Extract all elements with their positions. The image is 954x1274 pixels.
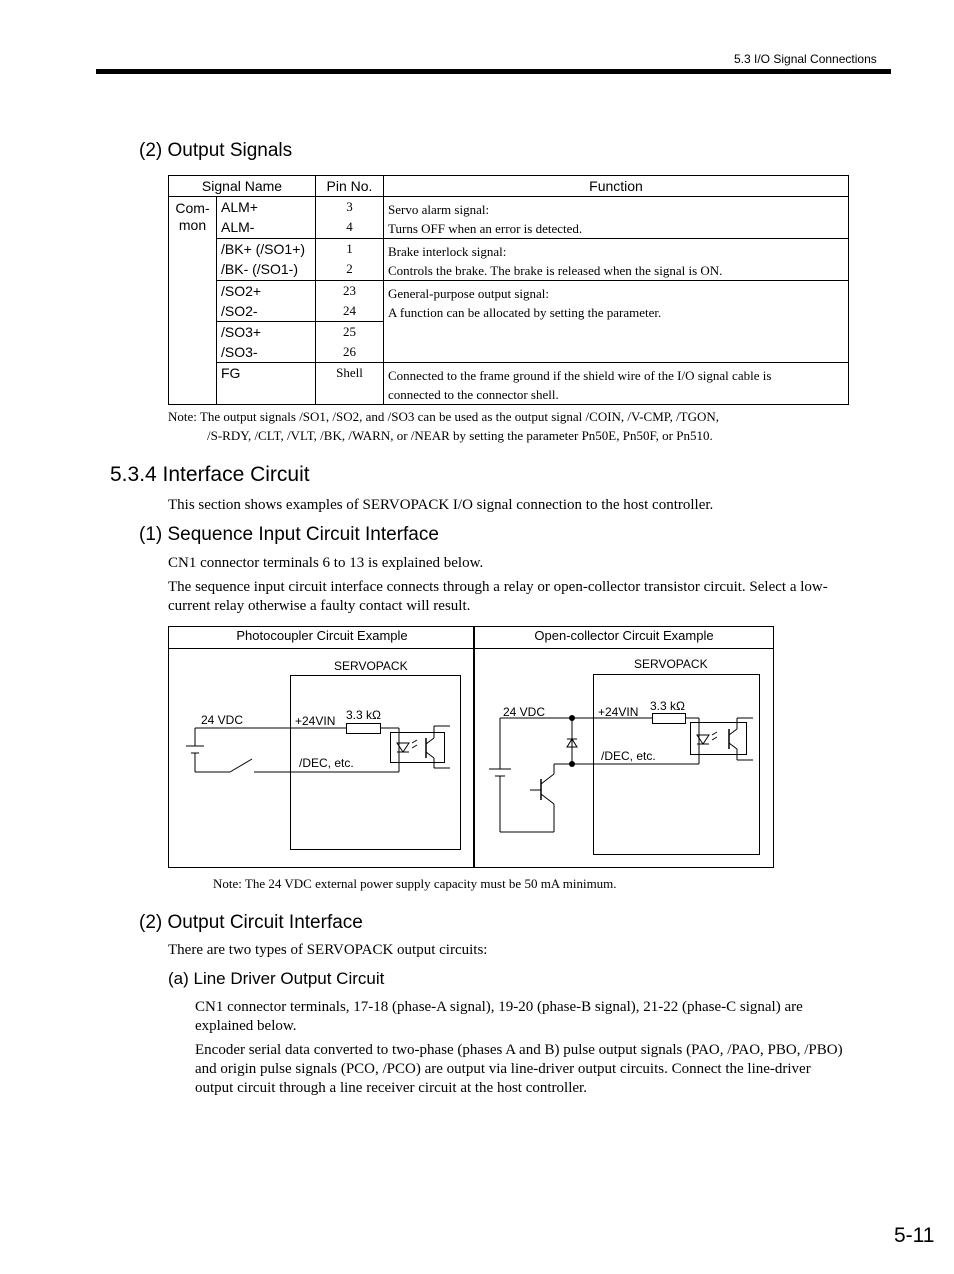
table-row — [169, 363, 849, 405]
seq-input-p2-line2: current relay otherwise a faulty contact will result. — [168, 598, 471, 614]
pin-number: 2 — [346, 261, 353, 276]
servopack-label-left: SERVOPACK — [334, 659, 408, 673]
dec-label-left: /DEC, etc. — [299, 756, 354, 770]
seq-input-p1: CN1 connector terminals 6 to 13 is explained below. — [168, 555, 484, 571]
function-text: Servo alarm signal: — [388, 202, 490, 217]
signal-name: /SO2+ — [221, 283, 262, 299]
signal-name: /BK+ (/SO1+) — [221, 241, 306, 257]
pin-number: 3 — [346, 199, 353, 214]
open-collector-circuit — [489, 675, 760, 855]
output-signals-table — [168, 175, 849, 405]
table-header-row — [169, 176, 849, 197]
signal-name: /SO3- — [221, 344, 258, 360]
function-text: Connected to the frame ground if the shield wire of the I/O signal cable is — [388, 368, 772, 383]
output-circuit-p2-line1: CN1 connector terminals, 17-18 (phase-A signal), 19-20 (phase-B signal), 21-22 (phase-C signal) are — [195, 999, 803, 1015]
table-note-line2: /S-RDY, /CLT, /VLT, /BK, /WARN, or /NEAR by setting the parameter Pn50E, Pn50F, or Pn510. — [207, 428, 713, 443]
page-number: 5-11 — [894, 1224, 935, 1247]
table-row — [169, 239, 849, 281]
resistor-left — [347, 724, 381, 734]
resistor-label-right: 3.3 kΩ — [650, 699, 685, 713]
function-text: Turns OFF when an error is detected. — [388, 221, 583, 236]
group-common: Com- mon — [169, 197, 217, 405]
vin-label-left: +24VIN — [295, 714, 336, 728]
vin-label-right: +24VIN — [598, 705, 639, 719]
figure-note: Note: The 24 VDC external power supply capacity must be 50 mA minimum. — [213, 876, 617, 891]
output-circuit-p1: There are two types of SERVOPACK output circuits: — [168, 942, 488, 958]
col-signal-name: Signal Name — [169, 176, 316, 197]
table-row — [169, 197, 849, 239]
junction-dot — [569, 761, 575, 767]
signal-name: /BK- (/SO1-) — [221, 261, 299, 277]
supply-label-left: 24 VDC — [201, 713, 244, 727]
pin-number: Shell — [336, 365, 363, 380]
pin-number: 4 — [346, 219, 353, 234]
interface-intro: This section shows examples of SERVOPACK I/O signal connection to the host controller. — [168, 497, 714, 513]
pin-number: 25 — [343, 324, 356, 339]
output-signals-heading: (2) Output Signals — [139, 140, 293, 161]
signal-name: ALM+ — [221, 199, 258, 215]
output-circuit-p3-line3: output circuit through a line receiver circuit at the host controller. — [195, 1080, 587, 1096]
right-figure-title: Open-collector Circuit Example — [534, 628, 714, 643]
function-text: Brake interlock signal: — [388, 244, 507, 259]
seq-input-p2-line1: The sequence input circuit interface connects through a relay or open-collector transistor circuit. Select a low- — [168, 579, 828, 595]
output-circuit-p3-line2: and origin pulse signals (PCO, /PCO) are output via line-driver output circuits. Connect the line-driver — [195, 1061, 811, 1077]
seq-input-heading: (1) Sequence Input Circuit Interface — [139, 524, 439, 545]
output-circuit-heading: (2) Output Circuit Interface — [139, 912, 363, 933]
junction-dot — [569, 715, 575, 721]
circuit-figure — [168, 626, 774, 868]
dec-label-right: /DEC, etc. — [601, 749, 656, 763]
servopack-label-right: SERVOPACK — [634, 657, 708, 671]
function-text: connected to the connector shell. — [388, 387, 559, 402]
left-figure-title: Photocoupler Circuit Example — [236, 628, 408, 643]
supply-label-right: 24 VDC — [503, 705, 546, 719]
pin-number: 1 — [346, 241, 353, 256]
resistor-label-left: 3.3 kΩ — [346, 708, 381, 722]
header-rule — [96, 69, 891, 74]
running-header: 5.3 I/O Signal Connections — [734, 52, 877, 66]
function-text: General-purpose output signal: — [388, 286, 550, 301]
signal-name: ALM- — [221, 219, 255, 235]
resistor-right — [653, 714, 686, 724]
signal-name: /SO2- — [221, 303, 258, 319]
signal-name: FG — [221, 365, 241, 381]
col-pin-no: Pin No. — [316, 176, 384, 197]
switch-blade — [230, 759, 252, 772]
line-driver-heading: (a) Line Driver Output Circuit — [168, 969, 385, 988]
table-note-line1: Note: The output signals /SO1, /SO2, and /SO3 can be used as the output signal /COIN, /V-CMP, /TGON, — [168, 409, 720, 424]
output-circuit-p3-line1: Encoder serial data converted to two-phase (phases A and B) pulse output signals (PAO, /PAO, PBO, /PBO) — [195, 1042, 843, 1058]
function-text: Controls the brake. The brake is released when the signal is ON. — [388, 263, 723, 278]
function-text: A function can be allocated by setting the parameter. — [388, 305, 662, 320]
output-circuit-p2-line2: explained below. — [195, 1018, 297, 1034]
pin-number: 26 — [343, 344, 356, 359]
table-row — [169, 281, 849, 322]
col-function: Function — [384, 176, 849, 197]
pin-number: 24 — [343, 303, 356, 318]
interface-circuit-heading: 5.3.4 Interface Circuit — [110, 463, 310, 486]
signal-name: /SO3+ — [221, 324, 262, 340]
pin-number: 23 — [343, 283, 356, 298]
